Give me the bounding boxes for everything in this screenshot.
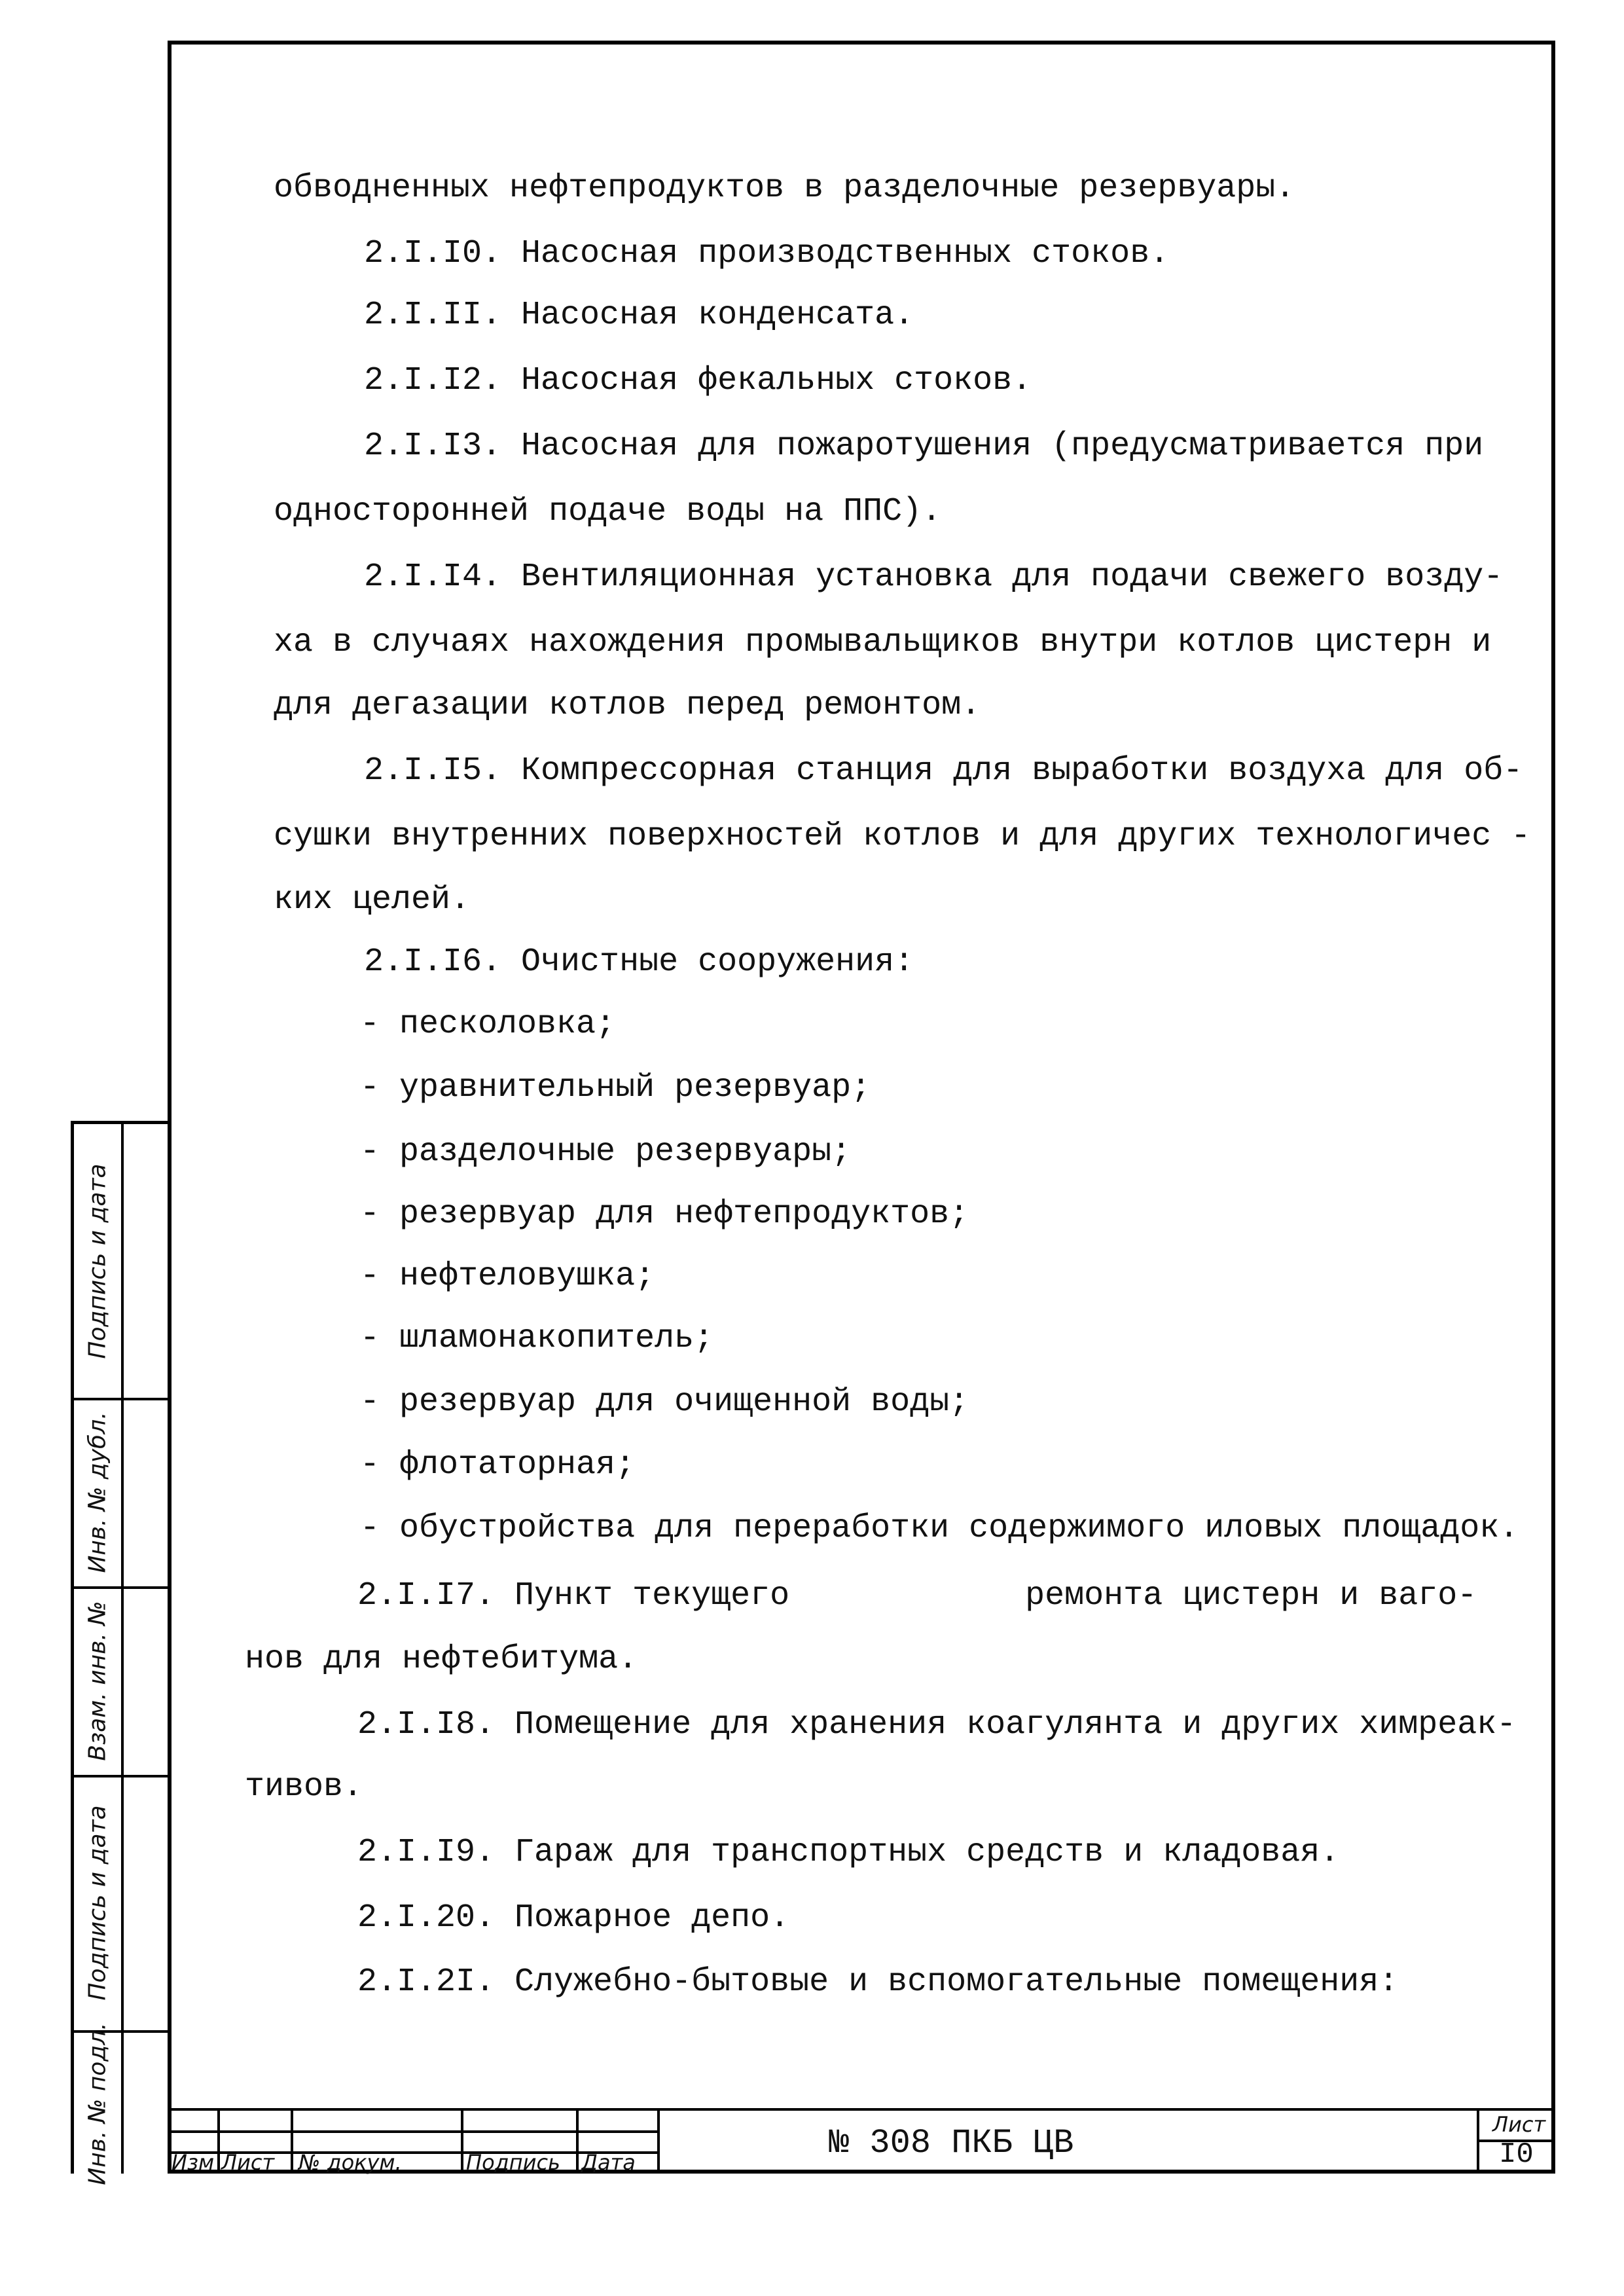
title-block-divider xyxy=(217,2108,220,2174)
text-line: тивов. xyxy=(245,1768,363,1806)
list-item: - резервуар для очищенной воды; xyxy=(360,1383,969,1421)
text-line: 2.I.I9. Гараж для транспортных средств и кладовая. xyxy=(357,1834,1340,1871)
col-izm-label: Изм xyxy=(171,2150,215,2175)
text-line: односторонней подаче воды на ППС). xyxy=(274,493,942,530)
text-line: 2.I.I5. Компрессорная станция для выработки воздуха для об- xyxy=(364,752,1523,790)
text-line: 2.I.I6. Очистные сооружения: xyxy=(364,943,914,981)
text-line: 2.I.20. Пожарное депо. xyxy=(357,1899,790,1937)
text-line: 2.I.I8. Помещение для хранения коагулянта и других химреак- xyxy=(357,1706,1517,1743)
col-list-label: Лист xyxy=(221,2150,275,2175)
text-line: обводненных нефтепродуктов в разделочные резервуары. xyxy=(274,170,1295,207)
title-block-divider xyxy=(168,2108,657,2111)
side-label-signature-date: Подпись и дата xyxy=(84,1163,111,1359)
title-block-divider xyxy=(657,2108,1555,2111)
list-item: - шламонакопитель; xyxy=(360,1320,714,1357)
text-line: 2.I.I4. Вентиляционная установка для подачи свежего возду- xyxy=(364,558,1504,596)
sheet-label: Лист xyxy=(1492,2112,1546,2137)
text-line: ха в случаях нахождения промывальщиков внутри котлов цистерн и xyxy=(274,624,1492,661)
title-block-divider xyxy=(168,2130,657,2133)
side-stamp-divider xyxy=(121,1124,124,2174)
col-date-label: Дата xyxy=(581,2150,636,2175)
text-line: 2.I.I2. Насосная фекальных стоков. xyxy=(364,362,1032,399)
side-stamp xyxy=(71,1121,168,2185)
list-item: - нефтеловушка; xyxy=(360,1258,655,1295)
text-line: 2.I.I3. Насосная для пожаротушения (предусматривается при xyxy=(364,428,1484,465)
side-label-dup-inv: Инв. № дубл. xyxy=(84,1411,111,1573)
text-line: ких целей. xyxy=(274,881,471,919)
col-sign-label: Подпись xyxy=(466,2150,560,2175)
title-block-divider xyxy=(657,2108,660,2174)
col-doc-label: № докум. xyxy=(298,2150,402,2175)
title-block-divider xyxy=(291,2108,293,2174)
text-line: 2.I.2I. Служебно-бытовые и вспомогательные помещения: xyxy=(357,1963,1399,2001)
list-item: - песколовка; xyxy=(360,1006,616,1043)
text-line: 2.I.I7. Пункт текущего ремонта цистерн и ваго- xyxy=(357,1577,1477,1614)
text-line: 2.I.I0. Насосная производственных стоков. xyxy=(364,235,1170,272)
side-label-replace-inv: Взам. инв. № xyxy=(84,1600,111,1761)
text-line: сушки внутренних поверхностей котлов и для других технологичес - xyxy=(274,818,1531,855)
side-label-signature-date-2: Подпись и дата xyxy=(84,1804,111,2001)
list-item: - уравнительный резервуар; xyxy=(360,1069,871,1106)
title-block xyxy=(168,2108,1555,2174)
sheet-number: I0 xyxy=(1499,2138,1534,2171)
text-line: 2.I.II. Насосная конденсата. xyxy=(364,297,914,334)
list-item: - обустройства для переработки содержимого иловых площадок. xyxy=(360,1510,1519,1547)
text-line: для дегазации котлов перед ремонтом. xyxy=(274,687,981,724)
list-item: - резервуар для нефтепродуктов; xyxy=(360,1195,969,1233)
text-line: нов для нефтебитума. xyxy=(245,1641,638,1678)
side-label-original-inv: Инв. № подл. xyxy=(84,2022,111,2185)
list-item: - флотаторная; xyxy=(360,1446,636,1484)
document-code: № 308 ПКБ ЦВ xyxy=(829,2124,1074,2162)
title-block-divider xyxy=(576,2108,579,2174)
title-block-divider xyxy=(461,2108,463,2174)
list-item: - разделочные резервуары; xyxy=(360,1133,852,1171)
